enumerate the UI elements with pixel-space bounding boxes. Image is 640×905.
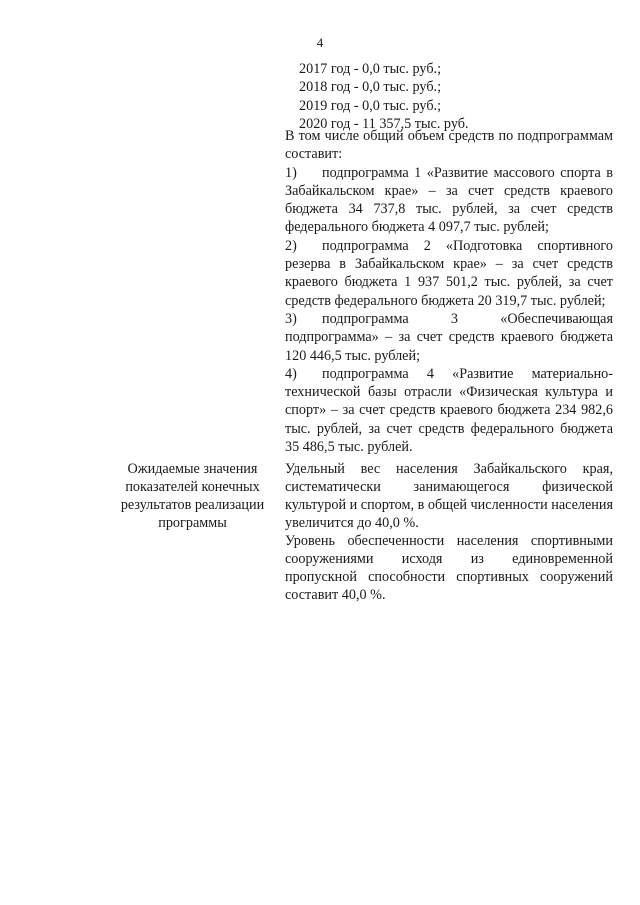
subprograms-intro: В том числе общий объем средств по подпрограммам составит: [285, 128, 613, 163]
subprogram-item [285, 310, 613, 365]
subprogram-details: резерва в Забайкальском крае» – за счет средств краевого бюджета 1 937 501,2 тыс. рублей, за счет средств федерального бюджета 20 319,7 тыс. рублей; [285, 256, 613, 309]
page-number: 4 [316, 35, 324, 50]
subprogram-title: подпрограмма 2 «Подготовка спортивного [322, 237, 613, 254]
subprogram-title: подпрограмма 1 «Развитие массового спорта в [322, 164, 613, 181]
subprogram-item [285, 365, 613, 456]
funding-by-year [285, 60, 613, 133]
funding-year-2017: 2017 год - 0,0 тыс. руб.; [299, 61, 442, 77]
result-paragraph: Уровень обеспеченности населения спортивными сооружениями исходя из единовременной пропускной способности спортивных сооружений составит 40,0 %. [285, 533, 613, 603]
subprogram-title: подпрограмма 3 «Обеспечивающая [322, 310, 613, 327]
subprogram-number: 3) [285, 310, 297, 327]
subprogram-item [285, 164, 613, 237]
subprogram-item [285, 237, 613, 310]
result-paragraph: Удельный вес населения Забайкальского края, систематически занимающегося физической культурой и спортом, в общей численности населения увеличится до 40,0 %. [285, 461, 613, 531]
subprogram-details: технической базы отрасли «Физическая культура и спорт» – за счет средств краевого бюджета 234 982,6 тыс. рублей, за счет средств федерального бюджета 35 486,5 тыс. рублей. [285, 384, 613, 456]
subprogram-details: подпрограмма» – за счет средств краевого бюджета 120 446,5 тыс. рублей; [285, 329, 613, 364]
funding-year-2019: 2019 год - 0,0 тыс. руб.; [299, 97, 442, 114]
subprogram-number: 4) [285, 365, 297, 382]
funding-year-2020: 2020 год - 11 357,5 тыс. руб. [299, 115, 469, 132]
funding-year-2018: 2018 год - 0,0 тыс. руб.; [299, 79, 442, 96]
expected-results-text [285, 460, 613, 604]
subprogram-number: 2) [285, 237, 297, 254]
expected-results-label: Ожидаемые значения показателей конечных результатов реализации программы [120, 461, 265, 531]
subprogram-number: 1) [285, 164, 297, 181]
subprogram-details: Забайкальском крае» – за счет средств краевого бюджета 34 737,8 тыс. рублей, за счет средств федерального бюджета 4 097,7 тыс. рублей; [285, 182, 613, 236]
subprogram-title: подпрограмма 4 «Развитие материально- [322, 365, 613, 382]
subprograms-block [285, 127, 613, 456]
